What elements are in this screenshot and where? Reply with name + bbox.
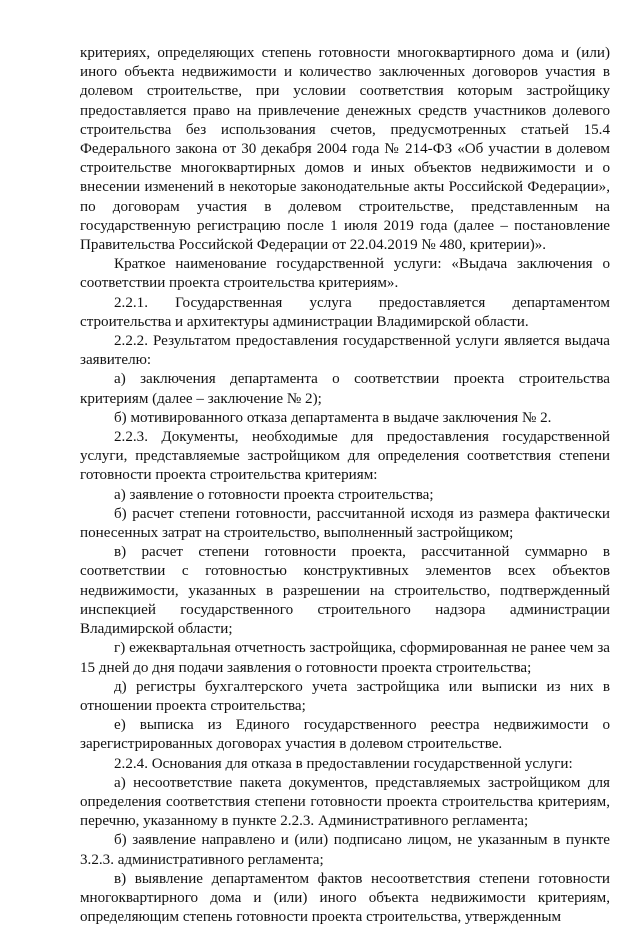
paragraph-2-2-2-b: б) мотивированного отказа департамента в выдаче заключения № 2. [114,409,552,426]
paragraph-2-2-3-d: д) регистры бухгалтерского учета застройщика или выписки из них в отношении проекта строительства; [80,678,610,714]
paragraph-2-2-4-v: в) выявление департаментом фактов несоответствия степени готовности многоквартирного дома и (или) иного объекта недвижимости критериям, определяющим степень готовности проекта строительства, утвержденным [80,870,610,926]
paragraph-criteria-continuation: критериях, определяющих степень готовности многоквартирного дома и (или) иного объекта недвижимости и количество заключенных договоров участия в долевом строительстве, при условии соответствия которым застройщику предоставляется право на привлечение денежных средств участников долевого строительства без использования счетов, предусмотренных статьей 15.4 Федерального закона от 30 декабря 2004 года № 214-ФЗ «Об участии в долевом строительстве многоквартирных домов и иных объектов недвижимости и о внесении изменений в некоторые законодательные акты Российской Федерации», по договорам участия в долевом строительстве, представленным на государственную регистрацию после 1 июля 2019 года (далее – постановление Правительства Российской Федерации от 22.04.2019 № 480, критерии)». [80,45,610,254]
paragraph-2-2-3-v: в) расчет степени готовности проекта, рассчитанной суммарно в соответствии с готовностью конструктивных элементов всех объектов недвижимости, указанных в разрешении на строительство, подтвержденный инспекцией государственного строительного надзора администрации Владимирской области; [80,544,610,638]
paragraph-2-2-2-a: а) заключения департамента о соответствии проекта строительства критериям (далее – заключение № 2); [80,371,610,407]
paragraph-2-2-4-a: а) несоответствие пакета документов, представляемых застройщиком для определения соответствия степени готовности проекта строительства критериям, перечню, указанному в пункте 2.2.3. Административного регламента; [80,774,610,830]
paragraph-2-2-3-e: е) выписка из Единого государственного реестра недвижимости о зарегистрированных договорах участия в долевом строительстве. [80,717,610,753]
paragraph-2-2-4-b: б) заявление направлено и (или) подписано лицом, не указанным в пункте 3.2.3. административного регламента; [80,832,610,868]
paragraph-2-2-4: 2.2.4. Основания для отказа в предоставлении государственной услуги: [114,755,573,772]
paragraph-short-service-name: Краткое наименование государственной услуги: «Выдача заключения о соответствии проекта строительства критериям». [80,256,610,292]
document-body [80,44,610,927]
paragraph-2-2-3: 2.2.3. Документы, необходимые для предоставления государственной услуги, представляемые застройщиком для определения соответствия степени готовности проекта строительства критериям: [80,429,610,484]
paragraph-2-2-2: 2.2.2. Результатом предоставления государственной услуги является выдача заявителю: [80,333,610,369]
paragraph-2-2-3-b: б) расчет степени готовности, рассчитанной исходя из размера фактически понесенных затрат на строительство, выполненный застройщиком; [80,505,610,542]
paragraph-2-2-3-a: а) заявление о готовности проекта строительства; [114,486,434,503]
paragraph-2-2-1: 2.2.1. Государственная услуга предоставляется департаментом строительства и архитектуры администрации Владимирской области. [80,294,610,330]
paragraph-2-2-3-g: г) ежеквартальная отчетность застройщика, сформированная не ранее чем за 15 дней до дня подачи заявления о готовности проекта строительства; [80,640,610,676]
